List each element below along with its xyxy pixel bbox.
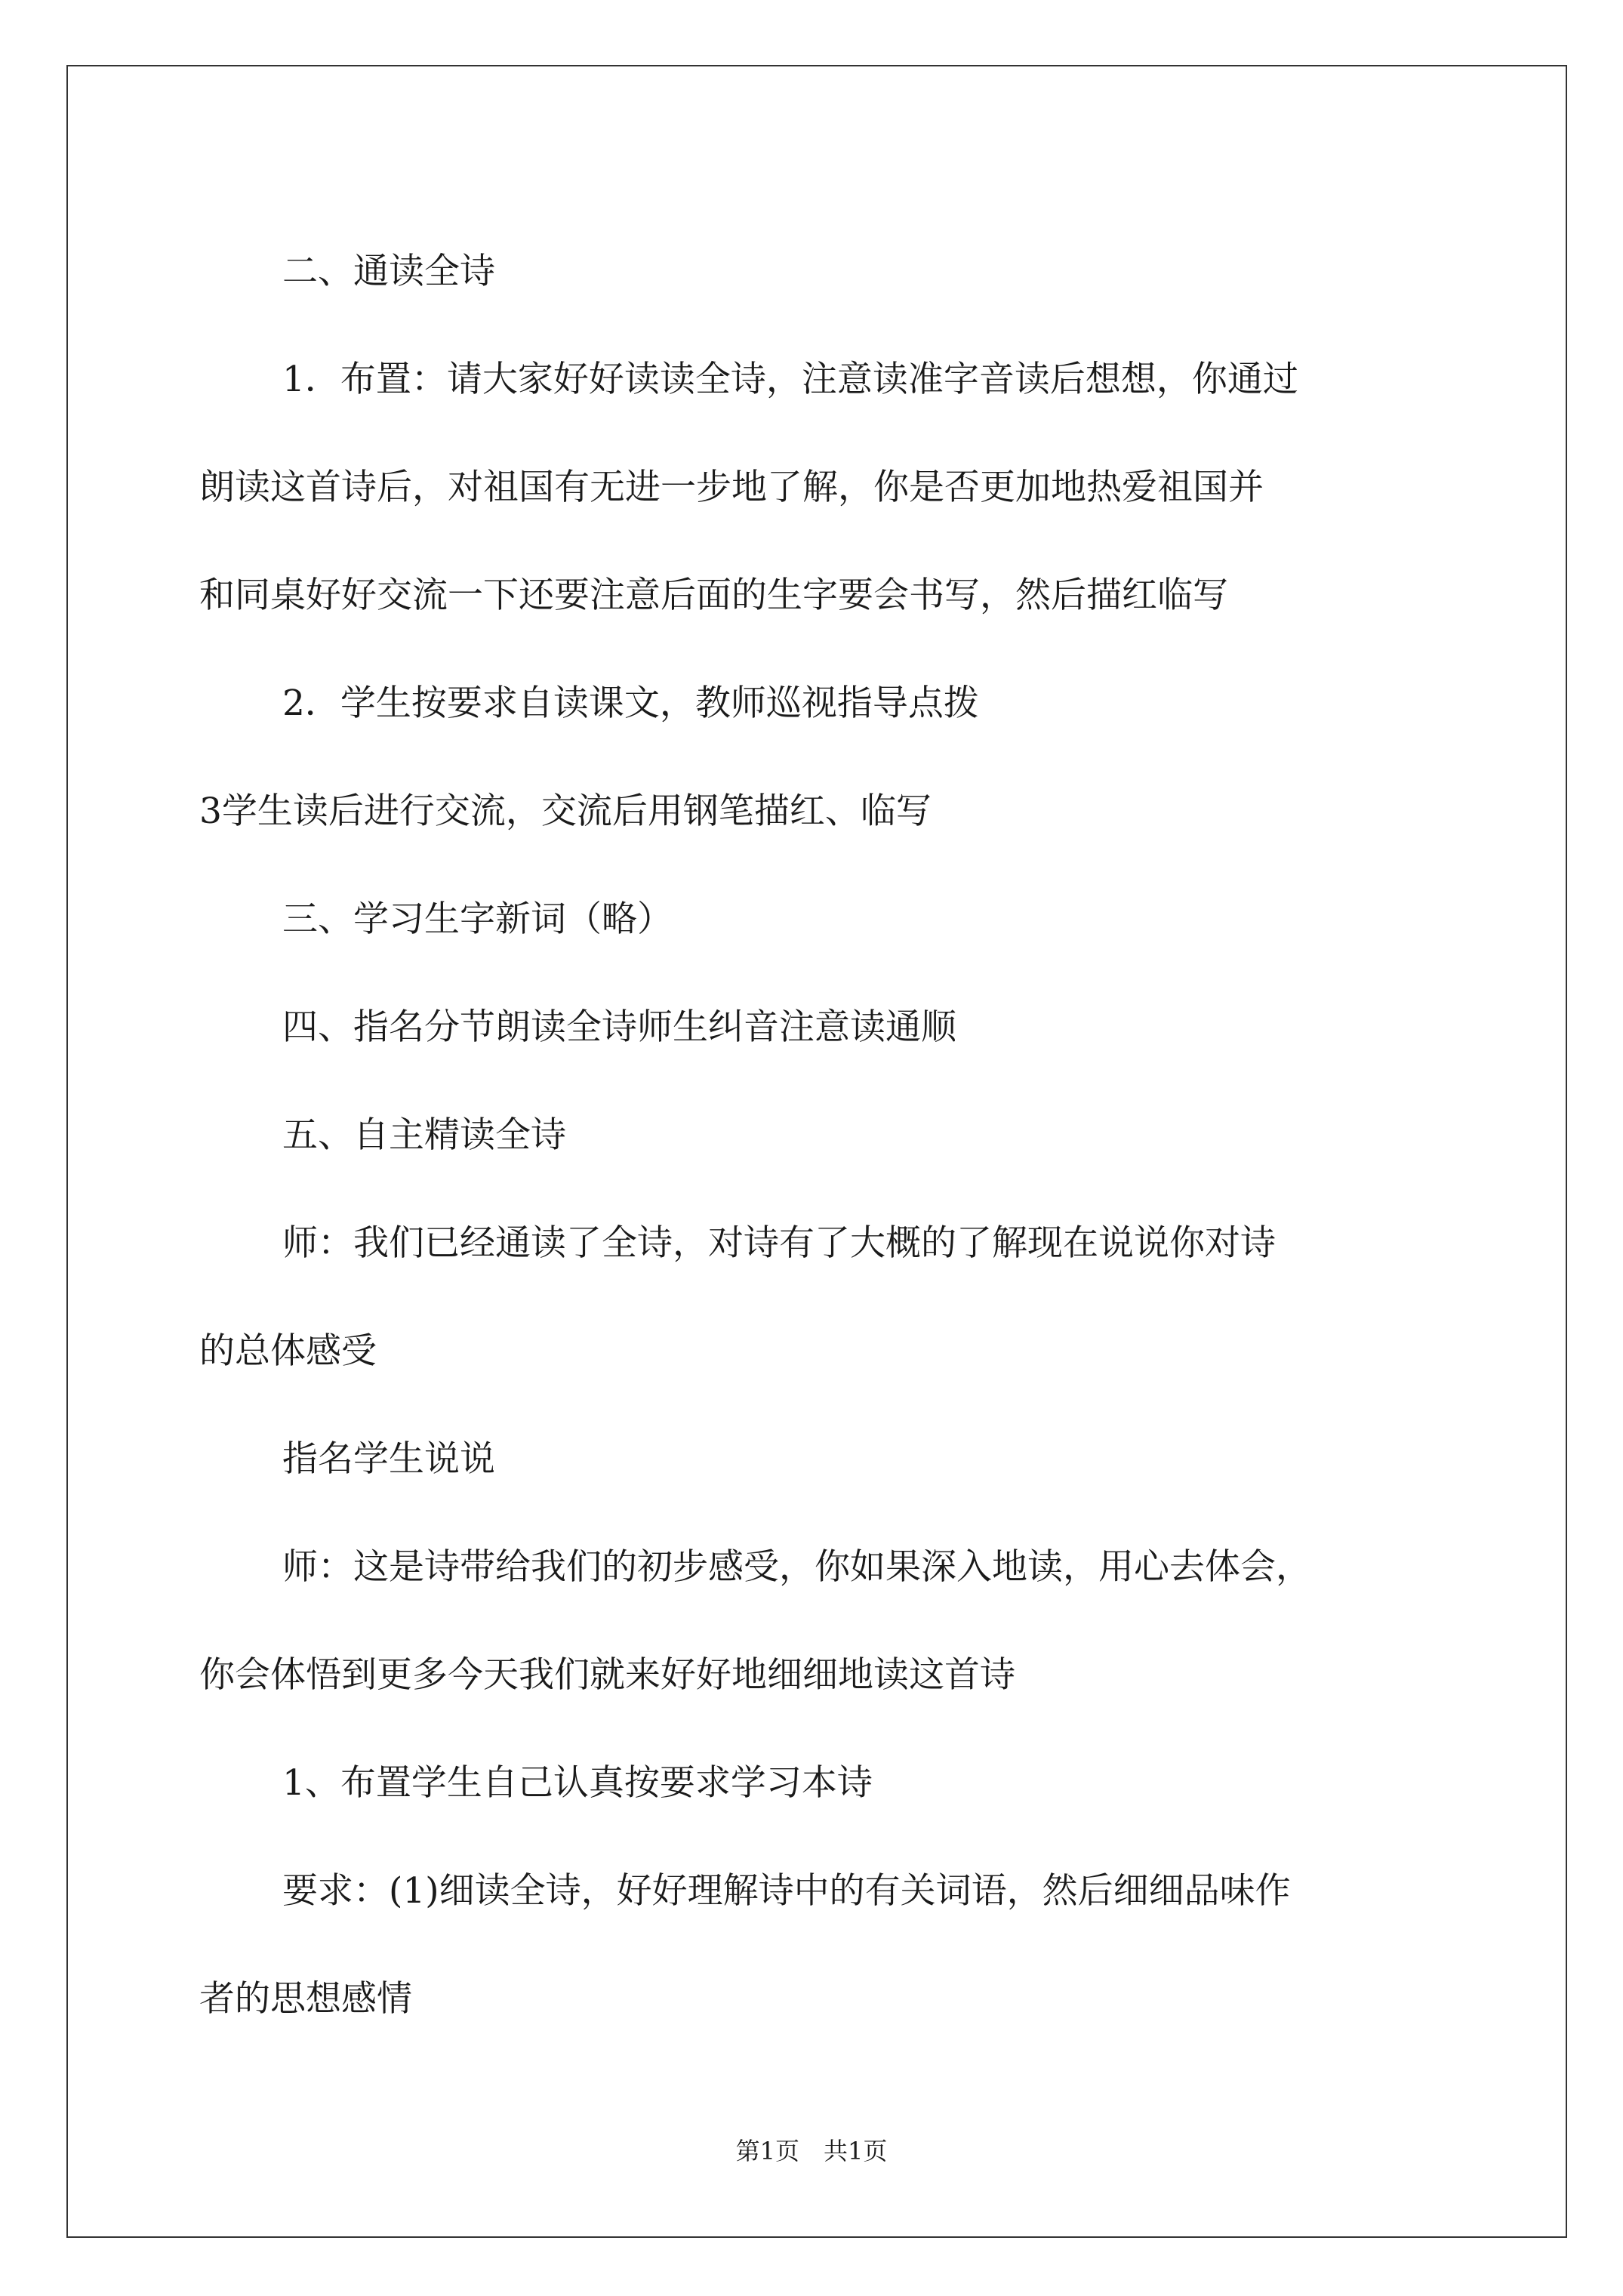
paragraph: 师：我们已经通读了全诗，对诗有了大概的了解现在说说你对诗 [282, 1222, 1276, 1264]
paragraph: 要求：(1)细读全诗，好好理解诗中的有关词语，然后细细品味作 [282, 1870, 1291, 1912]
paragraph: 1．布置：请大家好好读读全诗，注意读准字音读后想想，你通过 [282, 359, 1298, 400]
paragraph: 师：这是诗带给我们的初步感受，你如果深入地读，用心去体会， [282, 1546, 1311, 1588]
document-body [199, 217, 1437, 2053]
paragraph: 指名学生说说 [282, 1438, 495, 1480]
paragraph: 二、通读全诗 [282, 251, 495, 292]
paragraph: 三、学习生字新词（略） [282, 898, 673, 940]
paragraph: 2．学生按要求自读课文，教师巡视指导点拨 [282, 683, 979, 724]
paragraph: 你会体悟到更多今天我们就来好好地细细地读这首诗 [199, 1654, 1015, 1696]
paragraph: 五、自主精读全诗 [282, 1114, 566, 1156]
paragraph: 的总体感受 [199, 1330, 377, 1372]
paragraph: 四、指名分节朗读全诗师生纠音注意读通顺 [282, 1006, 956, 1048]
paragraph: 者的思想感情 [199, 1978, 412, 2020]
paragraph: 和同桌好好交流一下还要注意后面的生字要会书写，然后描红临写 [199, 575, 1228, 616]
paragraph: 朗读这首诗后，对祖国有无进一步地了解，你是否更加地热爱祖国并 [199, 467, 1264, 508]
paragraph: 3学生读后进行交流，交流后用钢笔描红、临写 [199, 791, 932, 832]
page-footer: 第1页 共1页 [735, 2137, 888, 2165]
paragraph: 1、布置学生自己认真按要求学习本诗 [282, 1762, 873, 1804]
